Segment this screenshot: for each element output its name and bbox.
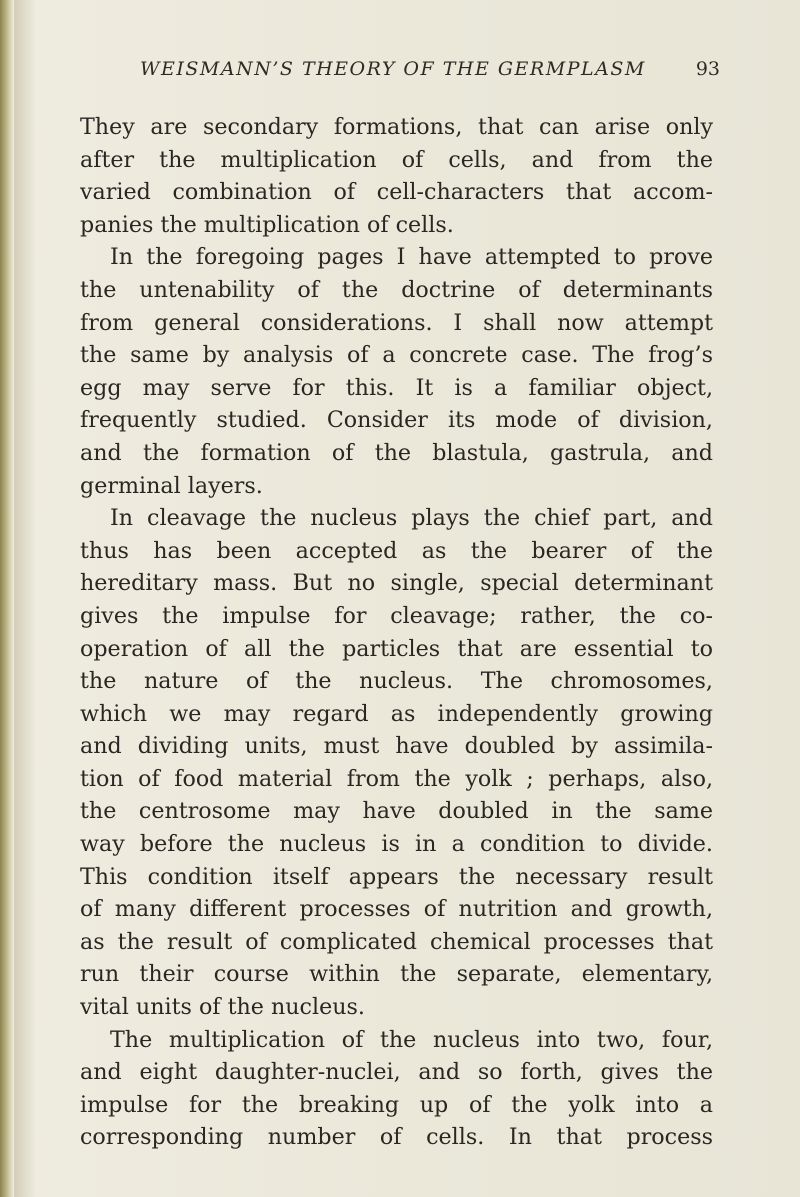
- running-head-title: WEISMANN’S THEORY OF THE GERMPLASM: [140, 58, 646, 80]
- text-line: egg may serve for this. It is a familiar object,: [80, 374, 713, 401]
- text-line: germinal layers.: [80, 472, 263, 499]
- text-line: of many different processes of nutrition and growth,: [80, 896, 713, 923]
- text-line: panies the multiplication of cells.: [80, 211, 454, 238]
- text-line: They are secondary formations, that can arise only: [80, 114, 713, 140]
- text-line: tion of food material from the yolk ; perhaps, also,: [80, 765, 713, 792]
- text-line: corresponding number of cells. In that process: [80, 1124, 713, 1151]
- text-line: In cleavage the nucleus plays the chief part, and: [110, 505, 713, 532]
- text-line: run their course within the separate, elementary,: [80, 961, 713, 988]
- page-number: 93: [695, 58, 720, 80]
- text-line: the same by analysis of a concrete case. The frog’s: [80, 342, 713, 369]
- text-line: varied combination of cell-characters that accom-: [80, 179, 713, 206]
- text-line: This condition itself appears the necessary result: [80, 863, 713, 890]
- text-line: the untenability of the doctrine of determinants: [80, 276, 713, 303]
- text-line: operation of all the particles that are essential to: [80, 635, 713, 662]
- text-line: way before the nucleus is in a condition to divide.: [80, 831, 713, 858]
- text-line: and dividing units, must have doubled by assimila-: [80, 733, 713, 760]
- gutter-shadow: [14, 0, 36, 1197]
- text-line: the centrosome may have doubled in the same: [80, 798, 713, 825]
- text-line: gives the impulse for cleavage; rather, the co-: [80, 602, 713, 629]
- text-line: the nature of the nucleus. The chromosomes,: [80, 668, 713, 695]
- text-line: and eight daughter-nuclei, and so forth, gives the: [80, 1059, 713, 1086]
- running-head: [140, 58, 720, 92]
- book-spine-edge: [0, 0, 14, 1197]
- text-line: as the result of complicated chemical processes that: [80, 928, 713, 955]
- text-line: impulse for the breaking up of the yolk into a: [80, 1091, 713, 1118]
- text-line: from general considerations. I shall now attempt: [80, 309, 713, 336]
- body-text: [80, 111, 713, 1154]
- text-line: In the foregoing pages I have attempted to prove: [110, 244, 713, 271]
- text-line: thus has been accepted as the bearer of the: [80, 537, 713, 564]
- text-line: which we may regard as independently growing: [80, 700, 713, 727]
- text-line: frequently studied. Consider its mode of division,: [80, 407, 713, 434]
- text-line: The multiplication of the nucleus into two, four,: [110, 1026, 713, 1053]
- text-line: vital units of the nucleus.: [80, 994, 365, 1021]
- text-line: and the formation of the blastula, gastrula, and: [80, 439, 713, 466]
- text-line: hereditary mass. But no single, special determinant: [80, 570, 713, 597]
- text-line: after the multiplication of cells, and from the: [80, 146, 713, 173]
